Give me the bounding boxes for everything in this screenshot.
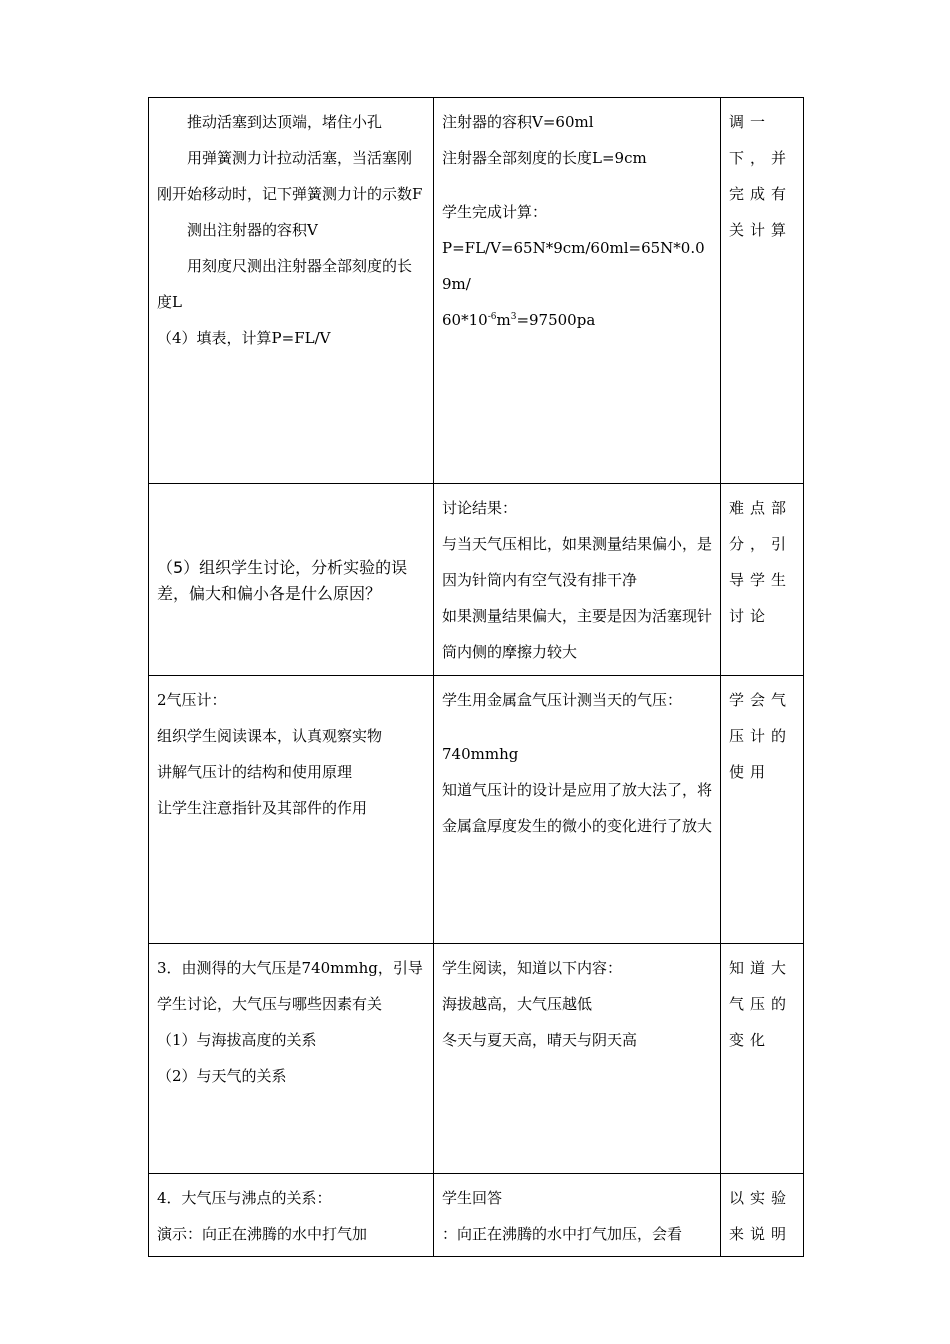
- step-text: （1）与海拔高度的关系: [157, 1031, 317, 1049]
- step-text: （5）组织学生讨论，分析实验的误差，偏大和偏小各是什么原因？: [157, 557, 408, 603]
- step-text: 用弹簧测力计拉动活塞，当活塞刚刚开始移动时，记下弹簧测力计的示数F: [157, 149, 423, 203]
- student-activity-cell: [434, 98, 721, 484]
- student-text: 注射器的容积V=60ml: [442, 113, 594, 131]
- student-text: ：向正在沸腾的水中打气加压，会看: [442, 1225, 683, 1243]
- table-row: [149, 484, 804, 676]
- student-text: 学生用金属盒气压计测当天的气压：: [442, 691, 683, 709]
- teacher-activity-cell: [149, 98, 434, 484]
- teacher-activity-cell: [149, 944, 434, 1174]
- student-activity-cell: [434, 676, 721, 944]
- student-text: 学生回答: [442, 1189, 503, 1207]
- student-text: 知道气压计的设计是应用了放大法了，将金属盒厚度发生的微小的变化进行了放大: [442, 781, 713, 835]
- design-intent-cell: [721, 676, 804, 944]
- student-text: 如果测量结果偏大，主要是因为活塞现针筒内侧的摩擦力较大: [442, 607, 713, 661]
- intent-text: 知道大气压的变化: [729, 959, 793, 1049]
- student-activity-cell: [434, 484, 721, 676]
- measurement-value: 740mmhg: [442, 745, 519, 763]
- teacher-activity-cell: [149, 676, 434, 944]
- lesson-plan-table: [148, 97, 804, 1257]
- step-text: 用刻度尺测出注射器全部刻度的长度L: [157, 257, 413, 311]
- design-intent-cell: [721, 1174, 804, 1257]
- exponent: -6: [487, 312, 497, 322]
- design-intent-cell: [721, 98, 804, 484]
- formula-text: P=FL/V=65N*9cm/60ml=65N*0.09m/: [442, 239, 705, 293]
- step-text: （2）与天气的关系: [157, 1067, 287, 1085]
- design-intent-cell: [721, 944, 804, 1174]
- step-text: 讲解气压计的结构和使用原理: [157, 763, 353, 781]
- student-text: 冬天与夏天高，晴天与阴天高: [442, 1031, 638, 1049]
- student-text: 注射器全部刻度的长度L=9cm: [442, 149, 647, 167]
- formula-part: 60*10: [442, 311, 488, 329]
- formula-result: [442, 302, 712, 338]
- step-text: 组织学生阅读课本，认真观察实物: [157, 727, 383, 745]
- table-row: [149, 944, 804, 1174]
- design-intent-cell: [721, 484, 804, 676]
- table-row: [149, 1174, 804, 1257]
- formula-part: m: [496, 311, 511, 329]
- step-text: 推动活塞到达顶端，堵住小孔: [187, 113, 383, 131]
- step-text: 测出注射器的容积V: [187, 221, 318, 239]
- student-text: 与当天气压相比，如果测量结果偏小，是因为针筒内有空气没有排干净: [442, 535, 713, 589]
- step-text: 3．由测得的大气压是740mmhg，引导学生讨论，大气压与哪些因素有关: [157, 959, 423, 1013]
- step-text: 2气压计：: [157, 691, 227, 709]
- exponent: 3: [510, 312, 517, 322]
- intent-text: 难点部分，引导学生讨论: [729, 499, 793, 625]
- table-row: [149, 98, 804, 484]
- intent-text: 以实验来说明: [729, 1189, 793, 1243]
- student-text: 讨论结果：: [442, 499, 518, 517]
- student-activity-cell: [434, 1174, 721, 1257]
- student-text: 学生完成计算：: [442, 203, 548, 221]
- student-text: 学生阅读，知道以下内容：: [442, 959, 623, 977]
- step-text: 演示：向正在沸腾的水中打气加: [157, 1225, 368, 1243]
- formula-part: =97500pa: [516, 311, 596, 329]
- intent-text: 调一下，并完成有关计算: [729, 113, 793, 239]
- student-activity-cell: [434, 944, 721, 1174]
- step-text: 让学生注意指针及其部件的作用: [157, 799, 368, 817]
- student-text: 海拔越高，大气压越低: [442, 995, 593, 1013]
- step-text: （4）填表，计算P=FL/V: [157, 329, 331, 347]
- table-row: [149, 676, 804, 944]
- teacher-activity-cell: [149, 484, 434, 676]
- teacher-activity-cell: [149, 1174, 434, 1257]
- step-text: 4．大气压与沸点的关系：: [157, 1189, 332, 1207]
- intent-text: 学会气压计的使用: [729, 691, 793, 781]
